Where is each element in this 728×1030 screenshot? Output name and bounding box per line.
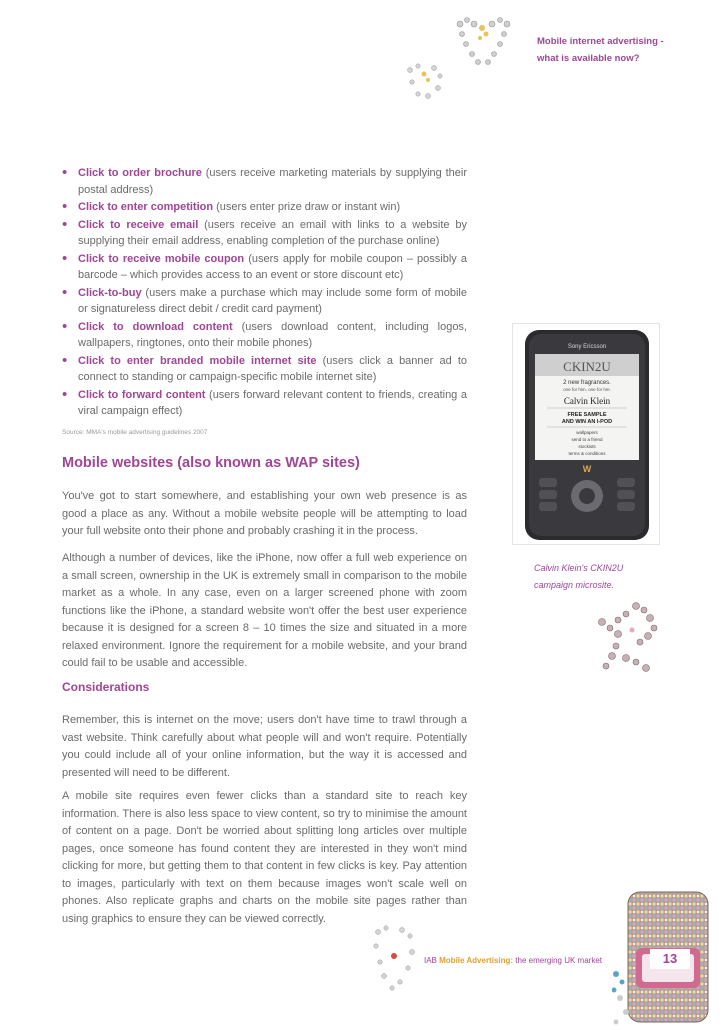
body-paragraph: Although a number of devices, like the iPhone, now offer a full web experience on a small screen, ownership in the UK is extremely small in comparison to the mobile market as a whole. In any case, even on a larger screened phone with zoom functions like the iPhone, a standard website won't offer the best user experience because it is designed for a screen 8 – 10 times the size and situated in a more relaxed environment. Ignore the requirement for a mobile website, and your brand could fail to be usable and accessible. (62, 552, 467, 669)
phone-screen-menu1: wallpapers (576, 430, 598, 435)
section-heading: Mobile websites (also known as WAP sites) (62, 455, 360, 471)
phone-screen-menu3: stockists (578, 444, 596, 449)
list-item-desc: (users make a purchase which may include some form of mobile or signatureless direct debit / credit card payment) (78, 286, 467, 315)
page-footer (424, 956, 602, 965)
list-item-term: Click to forward content (78, 388, 206, 401)
list-item-term: Click to download content (78, 320, 233, 333)
list-item (62, 251, 467, 284)
body-paragraph: A mobile site requires even fewer clicks than a standard site to reach key information. There is also less space to view content, so try to minimise the amount of content on a page. Don't be worried about splitting long articles over multiple pages, once someone has found content they are interested in they won't mind clicking for more, but getting them to that content in few clicks is key. Pay attention to images, particularly with text on them because images won't scale well on phones. Also replicate graphs and charts on the mobile site pages rather than using graphics to ensure they can be viewed correctly. (62, 790, 467, 925)
caption-line-2: campaign microsite. (534, 580, 615, 590)
phone-screen-offer2: AND WIN AN I-POD (561, 419, 613, 425)
phone-screen-logo: CKIN2U (563, 359, 611, 374)
list-item-term: Click to receive mobile coupon (78, 252, 245, 265)
phone-screen-offer1: FREE SAMPLE (567, 412, 607, 418)
crystal-ornament-top (452, 14, 516, 76)
body-paragraph: You've got to start somewhere, and establishing your own web presence is as good a place as any. Without a mobile website people will be attempting to load your full website onto their phone and probably crashing it in the process. (62, 490, 467, 537)
list-item (62, 353, 467, 386)
list-item (62, 199, 467, 216)
list-item (62, 285, 467, 318)
page-header-title (537, 33, 712, 67)
footer-highlight: Mobile Advertising: (439, 956, 514, 965)
phone-brand: Sony Ericsson (567, 344, 607, 350)
list-item (62, 217, 467, 250)
phone-screen-line1: 2 new fragrances. (563, 380, 611, 386)
list-item-desc: (users enter prize draw or instant win) (213, 201, 401, 213)
header-line-2: what is available now? (537, 53, 640, 64)
phone-screen-maker: Calvin Klein (563, 396, 611, 406)
crystal-ornament-small (404, 62, 446, 102)
sub-heading: Considerations (62, 680, 150, 694)
list-item-desc: (users apply for mobile coupon – possibly a barcode – which provides access to an event or store discount etc) (78, 252, 467, 281)
list-item-desc: (users click a banner ad to connect to standing or campaign-specific mobile internet site) (78, 354, 467, 383)
footer-iab: IAB (424, 956, 440, 965)
list-item (62, 165, 467, 198)
crystal-ornament-star (596, 600, 666, 680)
bullet-icon: • (62, 283, 68, 301)
phone-illustration (513, 324, 661, 546)
bullet-icon: • (62, 198, 68, 215)
list-item-desc: (users forward relevant content to friends, creating a viral campaign effect) (78, 388, 467, 417)
header-line-1: Mobile internet advertising - (537, 36, 664, 47)
call-to-action-list (62, 165, 467, 421)
walkman-logo: W (582, 464, 592, 474)
crystal-ornament-footer (370, 924, 418, 994)
bullet-icon: • (62, 385, 68, 403)
list-item-term: Click to receive email (78, 218, 199, 231)
phone-screen-menu4: terms & conditions (568, 451, 606, 456)
phone-photo (512, 323, 660, 545)
list-item-desc: (users download content, including logos, wallpapers, ringtones, onto their mobile phones) (78, 320, 467, 349)
list-item-desc: (users receive marketing materials by supplying their postal address) (78, 167, 468, 196)
phone-screen-menu2: send to a friend (571, 437, 603, 442)
list-item-term: Click-to-buy (78, 286, 142, 299)
caption-line-1: Calvin Klein's CKIN2U (534, 563, 624, 573)
list-item-term: Click to order brochure (78, 167, 202, 179)
list-item-term: Click to enter competition (78, 201, 214, 213)
phone-screen-line2: one for him. one for her. (563, 387, 611, 392)
bullet-icon: • (62, 215, 68, 233)
source-note: Source: MMA's mobile advertising guidelines 2007 (62, 429, 208, 436)
bullet-icon: • (62, 351, 68, 369)
list-item (62, 387, 467, 420)
list-item-term: Click to enter branded mobile internet site (78, 354, 317, 367)
footer-rest: the emerging UK market (513, 956, 602, 965)
bullet-icon: • (62, 249, 68, 267)
list-item-desc: (users receive an email with links to a website by supplying their email address, enabling completion of the purchase online) (78, 218, 467, 247)
image-caption (534, 560, 674, 594)
page-number: 13 (650, 949, 690, 969)
bullet-icon: • (62, 317, 68, 335)
bullet-icon: • (62, 164, 68, 181)
body-paragraph: Remember, this is internet on the move; users don't have time to trawl through a vast website. Think carefully about what people will and won't require. Potentially you could include all of your online information, but the way it is accessed and presented will need to be different. (62, 714, 467, 779)
list-item (62, 319, 467, 352)
